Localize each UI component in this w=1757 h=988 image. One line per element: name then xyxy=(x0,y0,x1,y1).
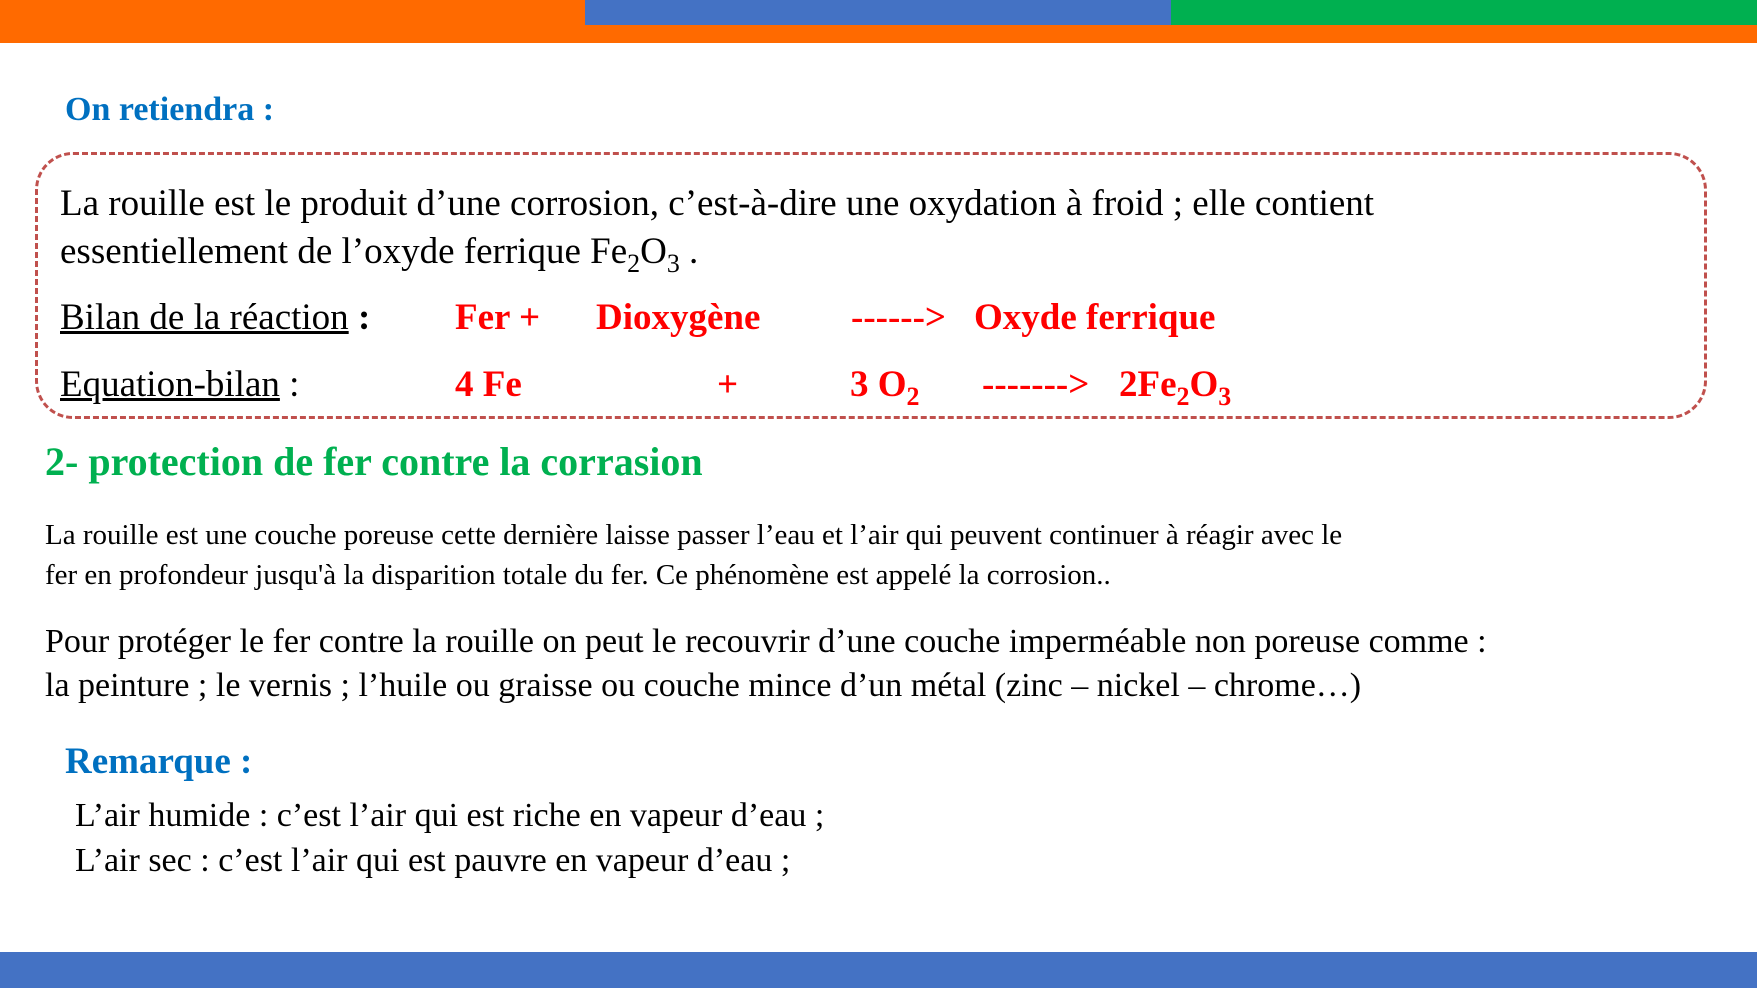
equation-plus: + xyxy=(717,364,739,405)
formula-oxygen: O xyxy=(640,231,667,272)
top-bar-blue-segment xyxy=(585,0,1171,25)
section-2-title: 2- protection de fer contre la corrasion xyxy=(45,439,703,484)
equation-label xyxy=(60,366,299,403)
bilan-label-colon: : xyxy=(348,297,371,338)
formula-subscript: 2 xyxy=(1176,382,1190,412)
equation-product-fe: 2Fe xyxy=(1119,364,1177,405)
paragraph-1-line-1: La rouille est une couche poreuse cette dernière laisse passer l’eau et l’air qui peuvent continuer à réagir avec le xyxy=(45,519,1343,551)
remarque-line-1: L’air humide : c’est l’air qui est riche en vapeur d’eau ; xyxy=(75,797,825,834)
paragraph-2-line-2: la peinture ; le vernis ; l’huile ou graisse ou couche mince d’un métal (zinc – nickel – chrome…) xyxy=(45,667,1362,704)
equation-product xyxy=(1119,364,1232,412)
bilan-product: Oxyde ferrique xyxy=(974,297,1216,338)
bilan-term-dioxygen: Dioxygène xyxy=(596,297,761,338)
paragraph-2-line-1: Pour protéger le fer contre la rouille on peut le recouvrir d’une couche imperméable non poreuse comme : xyxy=(45,623,1487,660)
paragraph-1-line-2: fer en profondeur jusqu'à la disparition totale du fer. Ce phénomène est appelé la corrosion.. xyxy=(45,559,1111,591)
summary-line-2-end: . xyxy=(679,231,699,272)
top-bar-orange-underline xyxy=(0,25,1757,43)
bilan-label xyxy=(60,299,370,336)
equation-label-colon: : xyxy=(279,364,300,405)
top-bar-orange-segment xyxy=(0,0,585,25)
equation-product-o: O xyxy=(1189,364,1219,405)
formula-subscript: 3 xyxy=(1218,382,1232,412)
bilan-label-text: Bilan de la réaction xyxy=(60,297,349,338)
formula-subscript: 2 xyxy=(906,382,920,412)
equation-oxygen-main: 3 O xyxy=(850,364,907,405)
top-color-bar xyxy=(0,0,1757,43)
formula-subscript: 3 xyxy=(666,249,680,279)
summary-line-1: La rouille est le produit d’une corrosion, c’est-à-dire une oxydation à froid ; elle contient xyxy=(60,183,1375,224)
bilan-term-iron: Fer + xyxy=(455,297,541,338)
equation-term-iron: 4 Fe xyxy=(455,364,522,405)
top-bar-green-segment xyxy=(1171,0,1757,25)
retiendra-heading: On retiendra : xyxy=(65,91,275,128)
equation-term-oxygen xyxy=(850,364,920,412)
bottom-color-bar xyxy=(0,952,1757,988)
formula-subscript: 2 xyxy=(627,249,641,279)
remarque-heading: Remarque : xyxy=(65,741,253,782)
equation-arrow: -------> xyxy=(982,364,1090,405)
remarque-line-2: L’air sec : c’est l’air qui est pauvre en vapeur d’eau ; xyxy=(75,842,791,879)
equation-label-text: Equation-bilan xyxy=(60,364,280,405)
bilan-arrow: ------> xyxy=(851,297,947,338)
summary-line-2 xyxy=(60,231,699,279)
summary-line-2-text: essentiellement de l’oxyde ferrique Fe xyxy=(60,231,628,272)
